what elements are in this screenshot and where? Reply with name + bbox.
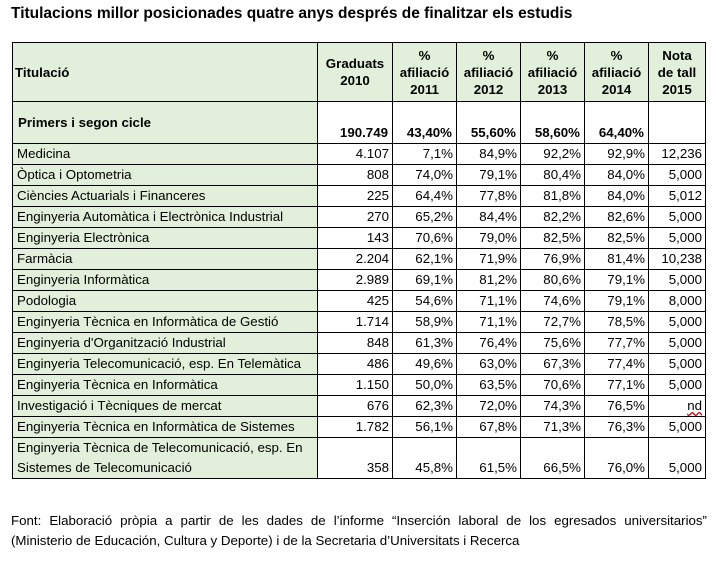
table-row — [13, 417, 706, 438]
row-graduats: 1.782 — [318, 417, 393, 438]
row-titulacio: Enginyeria Telecomunicació, esp. En Telemàtica — [13, 354, 318, 375]
row-nota: 5,000 — [649, 375, 706, 396]
row-nota: 5,000 — [649, 207, 706, 228]
row-nota: 5,000 — [649, 333, 706, 354]
row-af2013: 70,6% — [521, 375, 585, 396]
row-graduats: 143 — [318, 228, 393, 249]
row-af2011: 56,1% — [393, 417, 457, 438]
row-af2011: 58,9% — [393, 312, 457, 333]
row-af2012: 71,9% — [457, 249, 521, 270]
row-graduats: 486 — [318, 354, 393, 375]
row-nota: 5,000 — [649, 312, 706, 333]
header-afiliacio-2012: % afiliació 2012 — [457, 43, 521, 102]
row-graduats: 425 — [318, 291, 393, 312]
row-nota: 12,236 — [649, 144, 706, 165]
row-af2012: 81,2% — [457, 270, 521, 291]
row-af2011: 49,6% — [393, 354, 457, 375]
row-af2014: 76,3% — [585, 417, 649, 438]
row-af2012: 77,8% — [457, 186, 521, 207]
row-af2012: 61,5% — [457, 438, 521, 479]
row-titulacio: Enginyeria Tècnica en Informàtica de Sistemes — [13, 417, 318, 438]
row-af2011: 62,3% — [393, 396, 457, 417]
table-row — [13, 375, 706, 396]
row-nota: 10,238 — [649, 249, 706, 270]
header-nota-tall: Nota de tall 2015 — [649, 43, 706, 102]
row-titulacio: Ciències Actuarials i Financeres — [13, 186, 318, 207]
row-nota: 5,000 — [649, 438, 706, 479]
summary-af2011: 43,40% — [393, 102, 457, 144]
row-af2014: 79,1% — [585, 270, 649, 291]
row-af2013: 92,2% — [521, 144, 585, 165]
row-af2013: 76,9% — [521, 249, 585, 270]
row-af2011: 61,3% — [393, 333, 457, 354]
row-af2014: 77,4% — [585, 354, 649, 375]
summary-graduats: 190.749 — [318, 102, 393, 144]
table-row — [13, 207, 706, 228]
row-graduats: 358 — [318, 438, 393, 479]
table-row — [13, 270, 706, 291]
row-af2012: 67,8% — [457, 417, 521, 438]
row-graduats: 270 — [318, 207, 393, 228]
row-nota: 5,000 — [649, 270, 706, 291]
row-af2014: 82,6% — [585, 207, 649, 228]
summary-af2014: 64,40% — [585, 102, 649, 144]
row-graduats: 676 — [318, 396, 393, 417]
row-graduats: 808 — [318, 165, 393, 186]
row-nota: 5,000 — [649, 354, 706, 375]
row-af2013: 71,3% — [521, 417, 585, 438]
summary-name: Primers i segon cicle — [13, 102, 318, 144]
row-af2013: 66,5% — [521, 438, 585, 479]
table-row — [13, 333, 706, 354]
summary-af2013: 58,60% — [521, 102, 585, 144]
summary-row — [13, 102, 706, 144]
table-row — [13, 228, 706, 249]
row-graduats: 1.714 — [318, 312, 393, 333]
row-graduats: 2.204 — [318, 249, 393, 270]
row-titulacio: Farmàcia — [13, 249, 318, 270]
table-row — [13, 249, 706, 270]
row-af2012: 76,4% — [457, 333, 521, 354]
row-af2014: 92,9% — [585, 144, 649, 165]
row-af2011: 70,6% — [393, 228, 457, 249]
row-af2013: 67,3% — [521, 354, 585, 375]
row-af2011: 54,6% — [393, 291, 457, 312]
row-titulacio: Òptica i Optometria — [13, 165, 318, 186]
table-row — [13, 396, 706, 417]
header-afiliacio-2011: % afiliació 2011 — [393, 43, 457, 102]
row-af2013: 80,6% — [521, 270, 585, 291]
row-af2014: 76,0% — [585, 438, 649, 479]
row-graduats: 2.989 — [318, 270, 393, 291]
row-af2011: 50,0% — [393, 375, 457, 396]
header-afiliacio-2013: % afiliació 2013 — [521, 43, 585, 102]
row-af2014: 84,0% — [585, 165, 649, 186]
row-af2012: 72,0% — [457, 396, 521, 417]
row-nota-nd: nd — [687, 398, 702, 413]
row-af2014: 77,1% — [585, 375, 649, 396]
row-nota: 5,000 — [649, 417, 706, 438]
row-titulacio: Enginyeria Tècnica de Telecomunicació, esp. En Sistemes de Telecomunicació — [13, 438, 318, 479]
row-af2013: 82,2% — [521, 207, 585, 228]
header-row — [13, 43, 706, 102]
table-row — [13, 165, 706, 186]
row-titulacio: Podologia — [13, 291, 318, 312]
row-titulacio: Investigació i Tècniques de mercat — [13, 396, 318, 417]
row-titulacio: Medicina — [13, 144, 318, 165]
row-af2011: 7,1% — [393, 144, 457, 165]
row-af2014: 79,1% — [585, 291, 649, 312]
row-af2011: 64,4% — [393, 186, 457, 207]
row-af2011: 45,8% — [393, 438, 457, 479]
row-af2013: 81,8% — [521, 186, 585, 207]
header-titulacio: Titulació — [13, 43, 318, 102]
table-row — [13, 291, 706, 312]
row-nota: 5,000 — [649, 228, 706, 249]
summary-af2012: 55,60% — [457, 102, 521, 144]
row-af2014: 84,0% — [585, 186, 649, 207]
row-af2012: 79,0% — [457, 228, 521, 249]
row-af2012: 71,1% — [457, 312, 521, 333]
row-graduats: 848 — [318, 333, 393, 354]
row-af2011: 65,2% — [393, 207, 457, 228]
row-titulacio: Enginyeria Tècnica en Informàtica — [13, 375, 318, 396]
row-af2014: 82,5% — [585, 228, 649, 249]
row-af2011: 74,0% — [393, 165, 457, 186]
row-af2012: 84,4% — [457, 207, 521, 228]
row-af2013: 80,4% — [521, 165, 585, 186]
row-graduats: 225 — [318, 186, 393, 207]
row-nota: 5,012 — [649, 186, 706, 207]
row-titulacio: Enginyeria Tècnica en Informàtica de Gestió — [13, 312, 318, 333]
row-nota — [649, 396, 706, 417]
header-graduats: Graduats 2010 — [318, 43, 393, 102]
row-titulacio: Enginyeria Electrònica — [13, 228, 318, 249]
row-graduats: 1.150 — [318, 375, 393, 396]
row-af2012: 63,0% — [457, 354, 521, 375]
table-row — [13, 186, 706, 207]
row-titulacio: Enginyeria Informàtica — [13, 270, 318, 291]
row-af2014: 76,5% — [585, 396, 649, 417]
table-row — [13, 354, 706, 375]
row-af2012: 63,5% — [457, 375, 521, 396]
table-title: Titulacions millor posicionades quatre anys després de finalitzar els estudis — [11, 5, 573, 22]
row-titulacio: Enginyeria Automàtica i Electrònica Industrial — [13, 207, 318, 228]
row-graduats: 4.107 — [318, 144, 393, 165]
row-af2014: 78,5% — [585, 312, 649, 333]
row-nota: 8,000 — [649, 291, 706, 312]
row-titulacio: Enginyeria d'Organització Industrial — [13, 333, 318, 354]
row-af2013: 75,6% — [521, 333, 585, 354]
row-af2013: 72,7% — [521, 312, 585, 333]
row-af2013: 74,6% — [521, 291, 585, 312]
row-af2012: 84,9% — [457, 144, 521, 165]
row-af2013: 74,3% — [521, 396, 585, 417]
row-af2014: 81,4% — [585, 249, 649, 270]
header-afiliacio-2014: % afiliació 2014 — [585, 43, 649, 102]
row-nota: 5,000 — [649, 165, 706, 186]
row-af2012: 71,1% — [457, 291, 521, 312]
summary-nota — [649, 102, 706, 144]
row-af2014: 77,7% — [585, 333, 649, 354]
row-af2011: 69,1% — [393, 270, 457, 291]
row-af2013: 82,5% — [521, 228, 585, 249]
row-af2011: 62,1% — [393, 249, 457, 270]
row-af2012: 79,1% — [457, 165, 521, 186]
rankings-table — [12, 42, 706, 479]
table-row — [13, 144, 706, 165]
table-row — [13, 312, 706, 333]
table-row — [13, 438, 706, 479]
source-note: Font: Elaboració pròpia a partir de les dades de l’informe “Inserción laboral de los egresados universitarios” (Ministerio de Educación, Cultura y Deporte) i de la Secretaria d’Universitats i Recerca — [11, 513, 707, 548]
